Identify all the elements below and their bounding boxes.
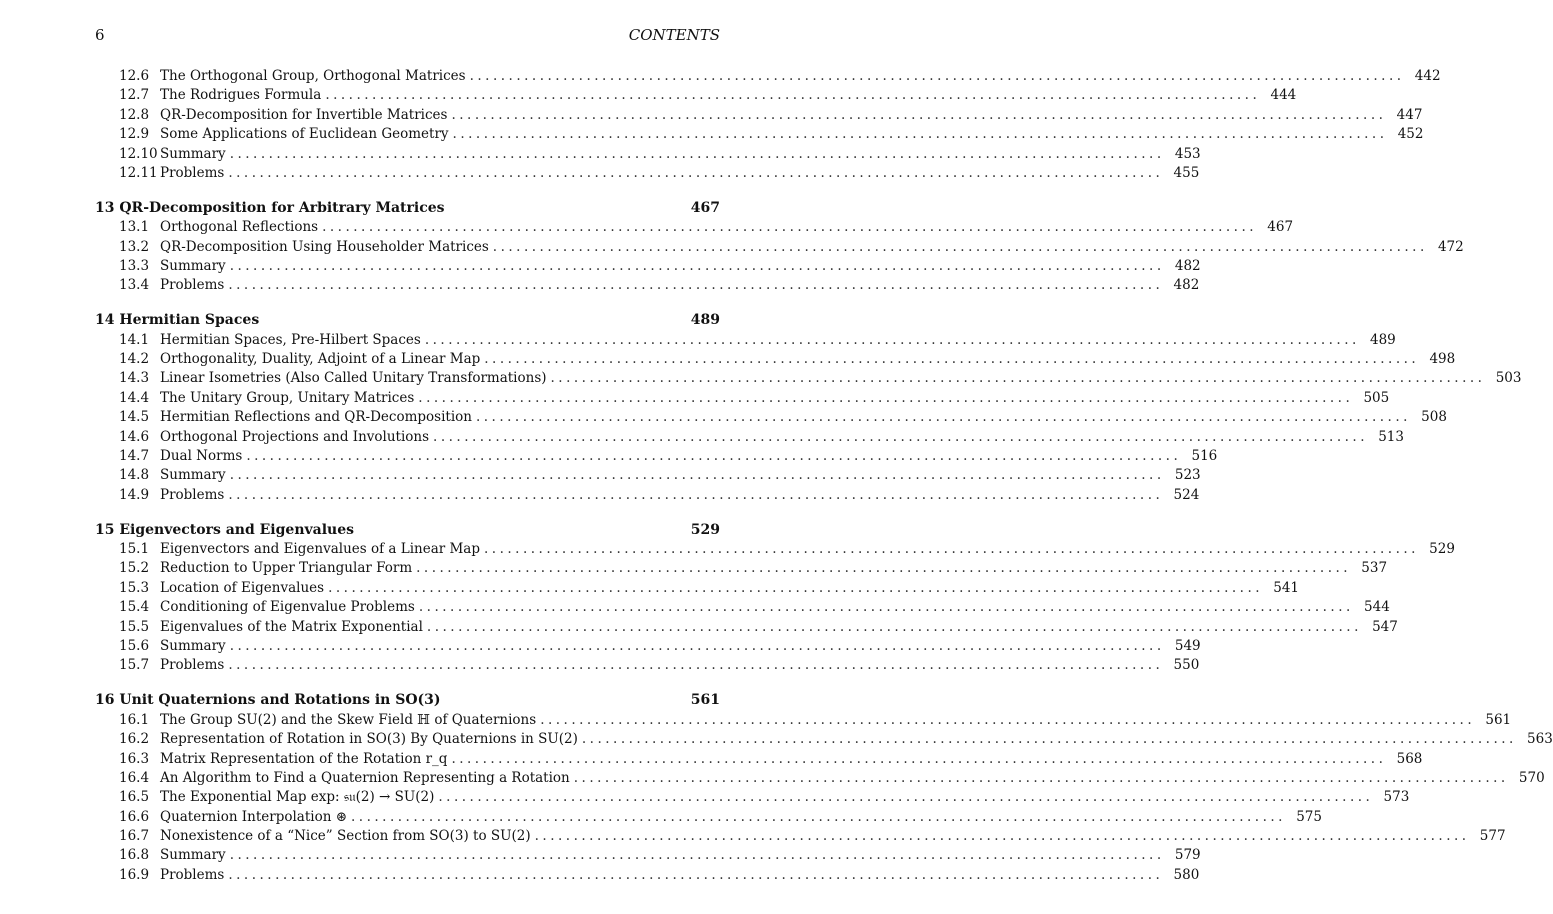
- section-number: 13.1: [119, 219, 150, 236]
- section-page: 547: [1372, 618, 1398, 635]
- section-page: 455: [1173, 164, 1200, 181]
- dot-leader: ........................................................................................................................: [451, 106, 1387, 123]
- section-page: 550: [1173, 657, 1200, 674]
- dot-leader: ........................................................................................................................: [246, 448, 1182, 465]
- section-number: 13.3: [119, 258, 150, 275]
- section-page: 563: [1527, 731, 1553, 748]
- section-title: Problems: [160, 277, 225, 294]
- section-page: 503: [1495, 370, 1522, 387]
- section-page: 523: [1174, 467, 1201, 484]
- dot-leader: ........................................................................................................................: [229, 847, 1165, 864]
- toc-entry[interactable]: [95, 486, 1200, 505]
- section-title: Summary: [160, 258, 226, 275]
- section-number: 15.2: [119, 560, 150, 577]
- chapter-number: 16: [95, 692, 115, 709]
- section-number: 16.4: [119, 769, 150, 786]
- section-title: Eigenvalues of the Matrix Exponential: [160, 618, 423, 635]
- section-number: 14.3: [119, 370, 150, 387]
- toc-entry[interactable]: [95, 846, 1201, 865]
- dot-leader: ........................................................................................................................: [438, 789, 1374, 806]
- dot-leader: ........................................................................................................................: [426, 618, 1362, 635]
- toc-entry[interactable]: [95, 369, 1522, 388]
- section-title: QR-Decomposition for Invertible Matrices: [160, 106, 448, 123]
- toc-entry[interactable]: [95, 730, 1553, 749]
- page-number: 6: [95, 26, 105, 44]
- section-number: 16.1: [119, 711, 150, 728]
- section-number: 14.7: [119, 448, 150, 465]
- section-page: 498: [1429, 351, 1456, 368]
- section-title: Hermitian Spaces, Pre-Hilbert Spaces: [160, 331, 421, 348]
- chapter-title: QR-Decomposition for Arbitrary Matrices: [119, 199, 445, 216]
- section-title: Summary: [160, 638, 226, 655]
- toc-entry[interactable]: [95, 711, 1512, 730]
- section-title: An Algorithm to Find a Quaternion Representing a Rotation: [160, 769, 570, 786]
- section-number: 15.4: [119, 599, 150, 616]
- dot-leader: ........................................................................................................................: [550, 370, 1486, 387]
- chapter-13: [95, 199, 1464, 296]
- section-page: 573: [1383, 789, 1410, 806]
- chapter-14: [95, 311, 1522, 505]
- page-header: [95, 26, 720, 46]
- toc-entry[interactable]: [95, 238, 1464, 257]
- chapter-title: Hermitian Spaces: [119, 312, 260, 329]
- dot-leader: ........................................................................................................................: [573, 769, 1509, 786]
- toc-entry[interactable]: [95, 389, 1390, 408]
- section-title: The Orthogonal Group, Orthogonal Matrices: [160, 68, 466, 84]
- section-page: 577: [1479, 828, 1506, 845]
- section-page: 568: [1396, 750, 1423, 767]
- section-page: 516: [1191, 448, 1218, 465]
- section-title: Summary: [160, 145, 226, 162]
- dot-leader: ........................................................................................................................: [328, 579, 1264, 596]
- toc-entry[interactable]: [95, 656, 1200, 675]
- section-title: Linear Isometries (Also Called Unitary Transformations): [160, 370, 547, 387]
- section-number: 16.2: [119, 731, 150, 748]
- section-page: 508: [1421, 409, 1447, 426]
- toc-entry[interactable]: [95, 466, 1201, 485]
- dot-leader: ........................................................................................................................: [540, 711, 1476, 728]
- section-page: 482: [1174, 258, 1201, 275]
- dot-leader: ........................................................................................................................: [325, 87, 1261, 104]
- section-number: 15.7: [119, 657, 150, 674]
- section-page: 442: [1414, 68, 1441, 84]
- section-number: 13.2: [119, 238, 150, 255]
- chapter-page: 529: [690, 521, 720, 538]
- section-number: 16.8: [119, 847, 150, 864]
- toc-entry[interactable]: [95, 257, 1201, 276]
- dot-leader: ........................................................................................................................: [229, 145, 1165, 162]
- toc-entry[interactable]: [95, 331, 1396, 350]
- section-number: 15.6: [119, 638, 150, 655]
- section-title: Location of Eigenvalues: [160, 579, 325, 596]
- section-number: 15.5: [119, 618, 150, 635]
- running-title: CONTENTS: [628, 26, 720, 44]
- chapter-16: [95, 691, 1553, 885]
- dot-leader: ........................................................................................................................: [433, 428, 1368, 445]
- section-number: 16.7: [119, 828, 150, 845]
- dot-leader: ........................................................................................................................: [228, 657, 1164, 674]
- section-page: 489: [1370, 331, 1396, 348]
- section-title: Problems: [160, 486, 225, 503]
- section-number: 12.10: [119, 145, 158, 162]
- toc-entry[interactable]: [95, 559, 1388, 578]
- dot-leader: ........................................................................................................................: [424, 331, 1360, 348]
- dot-leader: ........................................................................................................................: [484, 541, 1419, 558]
- section-number: 16.6: [119, 808, 150, 825]
- section-number: 16.3: [119, 750, 150, 767]
- toc-entry[interactable]: [95, 447, 1218, 466]
- section-page: 524: [1173, 486, 1200, 503]
- dot-leader: ........................................................................................................................: [581, 731, 1517, 748]
- section-title: Summary: [160, 467, 226, 484]
- section-number: 16.5: [119, 789, 150, 806]
- section-number: 12.11: [119, 164, 158, 181]
- section-title: The Unitary Group, Unitary Matrices: [160, 389, 415, 406]
- chapter-heading[interactable]: [95, 311, 720, 330]
- toc-entry[interactable]: [95, 86, 1297, 105]
- dot-leader: ........................................................................................................................: [229, 467, 1165, 484]
- section-number: 15.1: [119, 541, 150, 558]
- dot-leader: ........................................................................................................................: [418, 389, 1354, 406]
- section-number: 14.2: [119, 351, 150, 368]
- toc-entry[interactable]: [95, 67, 1441, 86]
- toc-entry[interactable]: [95, 428, 1404, 447]
- dot-leader: ........................................................................................................................: [452, 126, 1388, 143]
- section-number: 14.4: [119, 389, 150, 406]
- toc-entry[interactable]: [95, 540, 1455, 559]
- toc-entry[interactable]: [95, 769, 1545, 788]
- continued-chapter-12: [95, 67, 1441, 183]
- toc-entry[interactable]: [95, 218, 1294, 237]
- section-number: 12.9: [119, 126, 150, 143]
- section-title: Matrix Representation of the Rotation r_q: [160, 750, 448, 767]
- section-number: 16.9: [119, 866, 150, 883]
- toc-entry[interactable]: [95, 579, 1300, 598]
- toc-entry[interactable]: [95, 750, 1423, 769]
- section-title: Problems: [160, 164, 225, 181]
- dot-leader: ........................................................................................................................: [475, 409, 1411, 426]
- section-page: 467: [1267, 219, 1294, 236]
- section-page: 549: [1174, 638, 1201, 655]
- section-page: 541: [1273, 579, 1300, 596]
- toc-entry[interactable]: [95, 618, 1398, 637]
- chapter-title: Eigenvectors and Eigenvalues: [119, 521, 354, 538]
- section-number: 12.7: [119, 87, 150, 104]
- toc-entry[interactable]: [95, 866, 1200, 885]
- section-page: 529: [1429, 541, 1455, 558]
- section-page: 575: [1296, 808, 1322, 825]
- chapter-number: 14: [95, 312, 115, 329]
- dot-leader: ........................................................................................................................: [228, 866, 1164, 883]
- toc-entry[interactable]: [95, 637, 1201, 656]
- chapter-page: 561: [690, 692, 720, 709]
- section-page: 452: [1397, 126, 1424, 143]
- section-title: Problems: [160, 866, 225, 883]
- section-page: 482: [1173, 277, 1200, 294]
- section-title: The Rodrigues Formula: [160, 87, 322, 104]
- dot-leader: ........................................................................................................................: [484, 351, 1420, 368]
- section-title: QR-Decomposition Using Householder Matrices: [160, 238, 489, 255]
- section-title: Problems: [160, 657, 225, 674]
- section-number: 13.4: [119, 277, 150, 294]
- section-page: 580: [1173, 866, 1200, 883]
- section-page: 544: [1364, 599, 1390, 616]
- dot-leader: ........................................................................................................................: [322, 219, 1258, 236]
- dot-leader: ........................................................................................................................: [418, 599, 1354, 616]
- section-title: Orthogonal Reflections: [160, 219, 319, 236]
- section-number: 14.1: [119, 331, 150, 348]
- section-title: Eigenvectors and Eigenvalues of a Linear Map: [160, 541, 480, 558]
- dot-leader: ........................................................................................................................: [228, 486, 1164, 503]
- toc-entry[interactable]: [95, 125, 1424, 144]
- toc-entry[interactable]: [95, 276, 1200, 295]
- section-title: Quaternion Interpolation ⊛: [160, 808, 348, 825]
- section-page: 513: [1378, 428, 1404, 445]
- dot-leader: ........................................................................................................................: [534, 828, 1470, 845]
- dot-leader: ........................................................................................................................: [351, 808, 1286, 825]
- toc-entry[interactable]: [95, 350, 1456, 369]
- chapter-number: 13: [95, 199, 115, 216]
- section-title: The Exponential Map exp: 𝔰𝔲(2) → SU(2): [160, 789, 435, 806]
- dot-leader: ........................................................................................................................: [229, 638, 1165, 655]
- dot-leader: ........................................................................................................................: [228, 277, 1164, 294]
- dot-leader: ........................................................................................................................: [451, 750, 1387, 767]
- toc-entry[interactable]: [95, 408, 1447, 427]
- section-number: 14.5: [119, 409, 150, 426]
- dot-leader: ........................................................................................................................: [492, 238, 1428, 255]
- section-title: Dual Norms: [160, 448, 243, 465]
- section-number: 14.6: [119, 428, 150, 445]
- section-title: Reduction to Upper Triangular Form: [160, 560, 413, 577]
- section-number: 15.3: [119, 579, 150, 596]
- section-title: Summary: [160, 847, 226, 864]
- chapter-15: [95, 521, 1455, 676]
- section-title: Orthogonality, Duality, Adjoint of a Linear Map: [160, 351, 481, 368]
- section-title: Some Applications of Euclidean Geometry: [160, 126, 449, 143]
- chapter-heading[interactable]: [95, 199, 720, 218]
- chapter-number: 15: [95, 521, 115, 538]
- toc-entry[interactable]: [95, 808, 1322, 827]
- toc-entry[interactable]: [95, 164, 1200, 183]
- toc-entry[interactable]: [95, 788, 1410, 807]
- table-of-contents: [95, 67, 1553, 901]
- section-title: The Group SU(2) and the Skew Field ℍ of Quaternions: [160, 711, 537, 728]
- section-page: 579: [1174, 847, 1201, 864]
- section-title: Orthogonal Projections and Involutions: [160, 428, 430, 445]
- section-page: 537: [1361, 560, 1388, 577]
- chapter-title: Unit Quaternions and Rotations in SO(3): [119, 692, 441, 709]
- dot-leader: ........................................................................................................................: [228, 164, 1164, 181]
- section-page: 505: [1363, 389, 1390, 406]
- dot-leader: ........................................................................................................................: [229, 258, 1165, 275]
- section-page: 447: [1396, 106, 1423, 123]
- section-page: 561: [1485, 711, 1512, 728]
- section-title: Representation of Rotation in SO(3) By Quaternions in SU(2): [160, 731, 578, 748]
- dot-leader: ........................................................................................................................: [416, 560, 1352, 577]
- toc-entry[interactable]: [95, 598, 1390, 617]
- toc-entry[interactable]: [95, 145, 1201, 164]
- section-title: Nonexistence of a “Nice” Section from SO(3) to SU(2): [160, 828, 531, 845]
- section-number: 14.8: [119, 467, 150, 484]
- section-number: 12.8: [119, 106, 150, 123]
- section-title: Conditioning of Eigenvalue Problems: [160, 599, 415, 616]
- dot-leader: ........................................................................................................................: [469, 68, 1405, 84]
- section-page: 472: [1437, 238, 1464, 255]
- chapter-page: 467: [690, 199, 720, 216]
- section-page: 444: [1270, 87, 1297, 104]
- toc-entry[interactable]: [95, 106, 1423, 125]
- section-number: 14.9: [119, 486, 150, 503]
- chapter-page: 489: [690, 312, 720, 329]
- section-page: 453: [1174, 145, 1201, 162]
- chapter-heading[interactable]: [95, 521, 720, 540]
- chapter-heading[interactable]: [95, 691, 720, 710]
- section-page: 570: [1518, 769, 1545, 786]
- section-title: Hermitian Reflections and QR-Decomposition: [160, 409, 472, 426]
- toc-entry[interactable]: [95, 827, 1506, 846]
- section-number: 12.6: [119, 68, 150, 84]
